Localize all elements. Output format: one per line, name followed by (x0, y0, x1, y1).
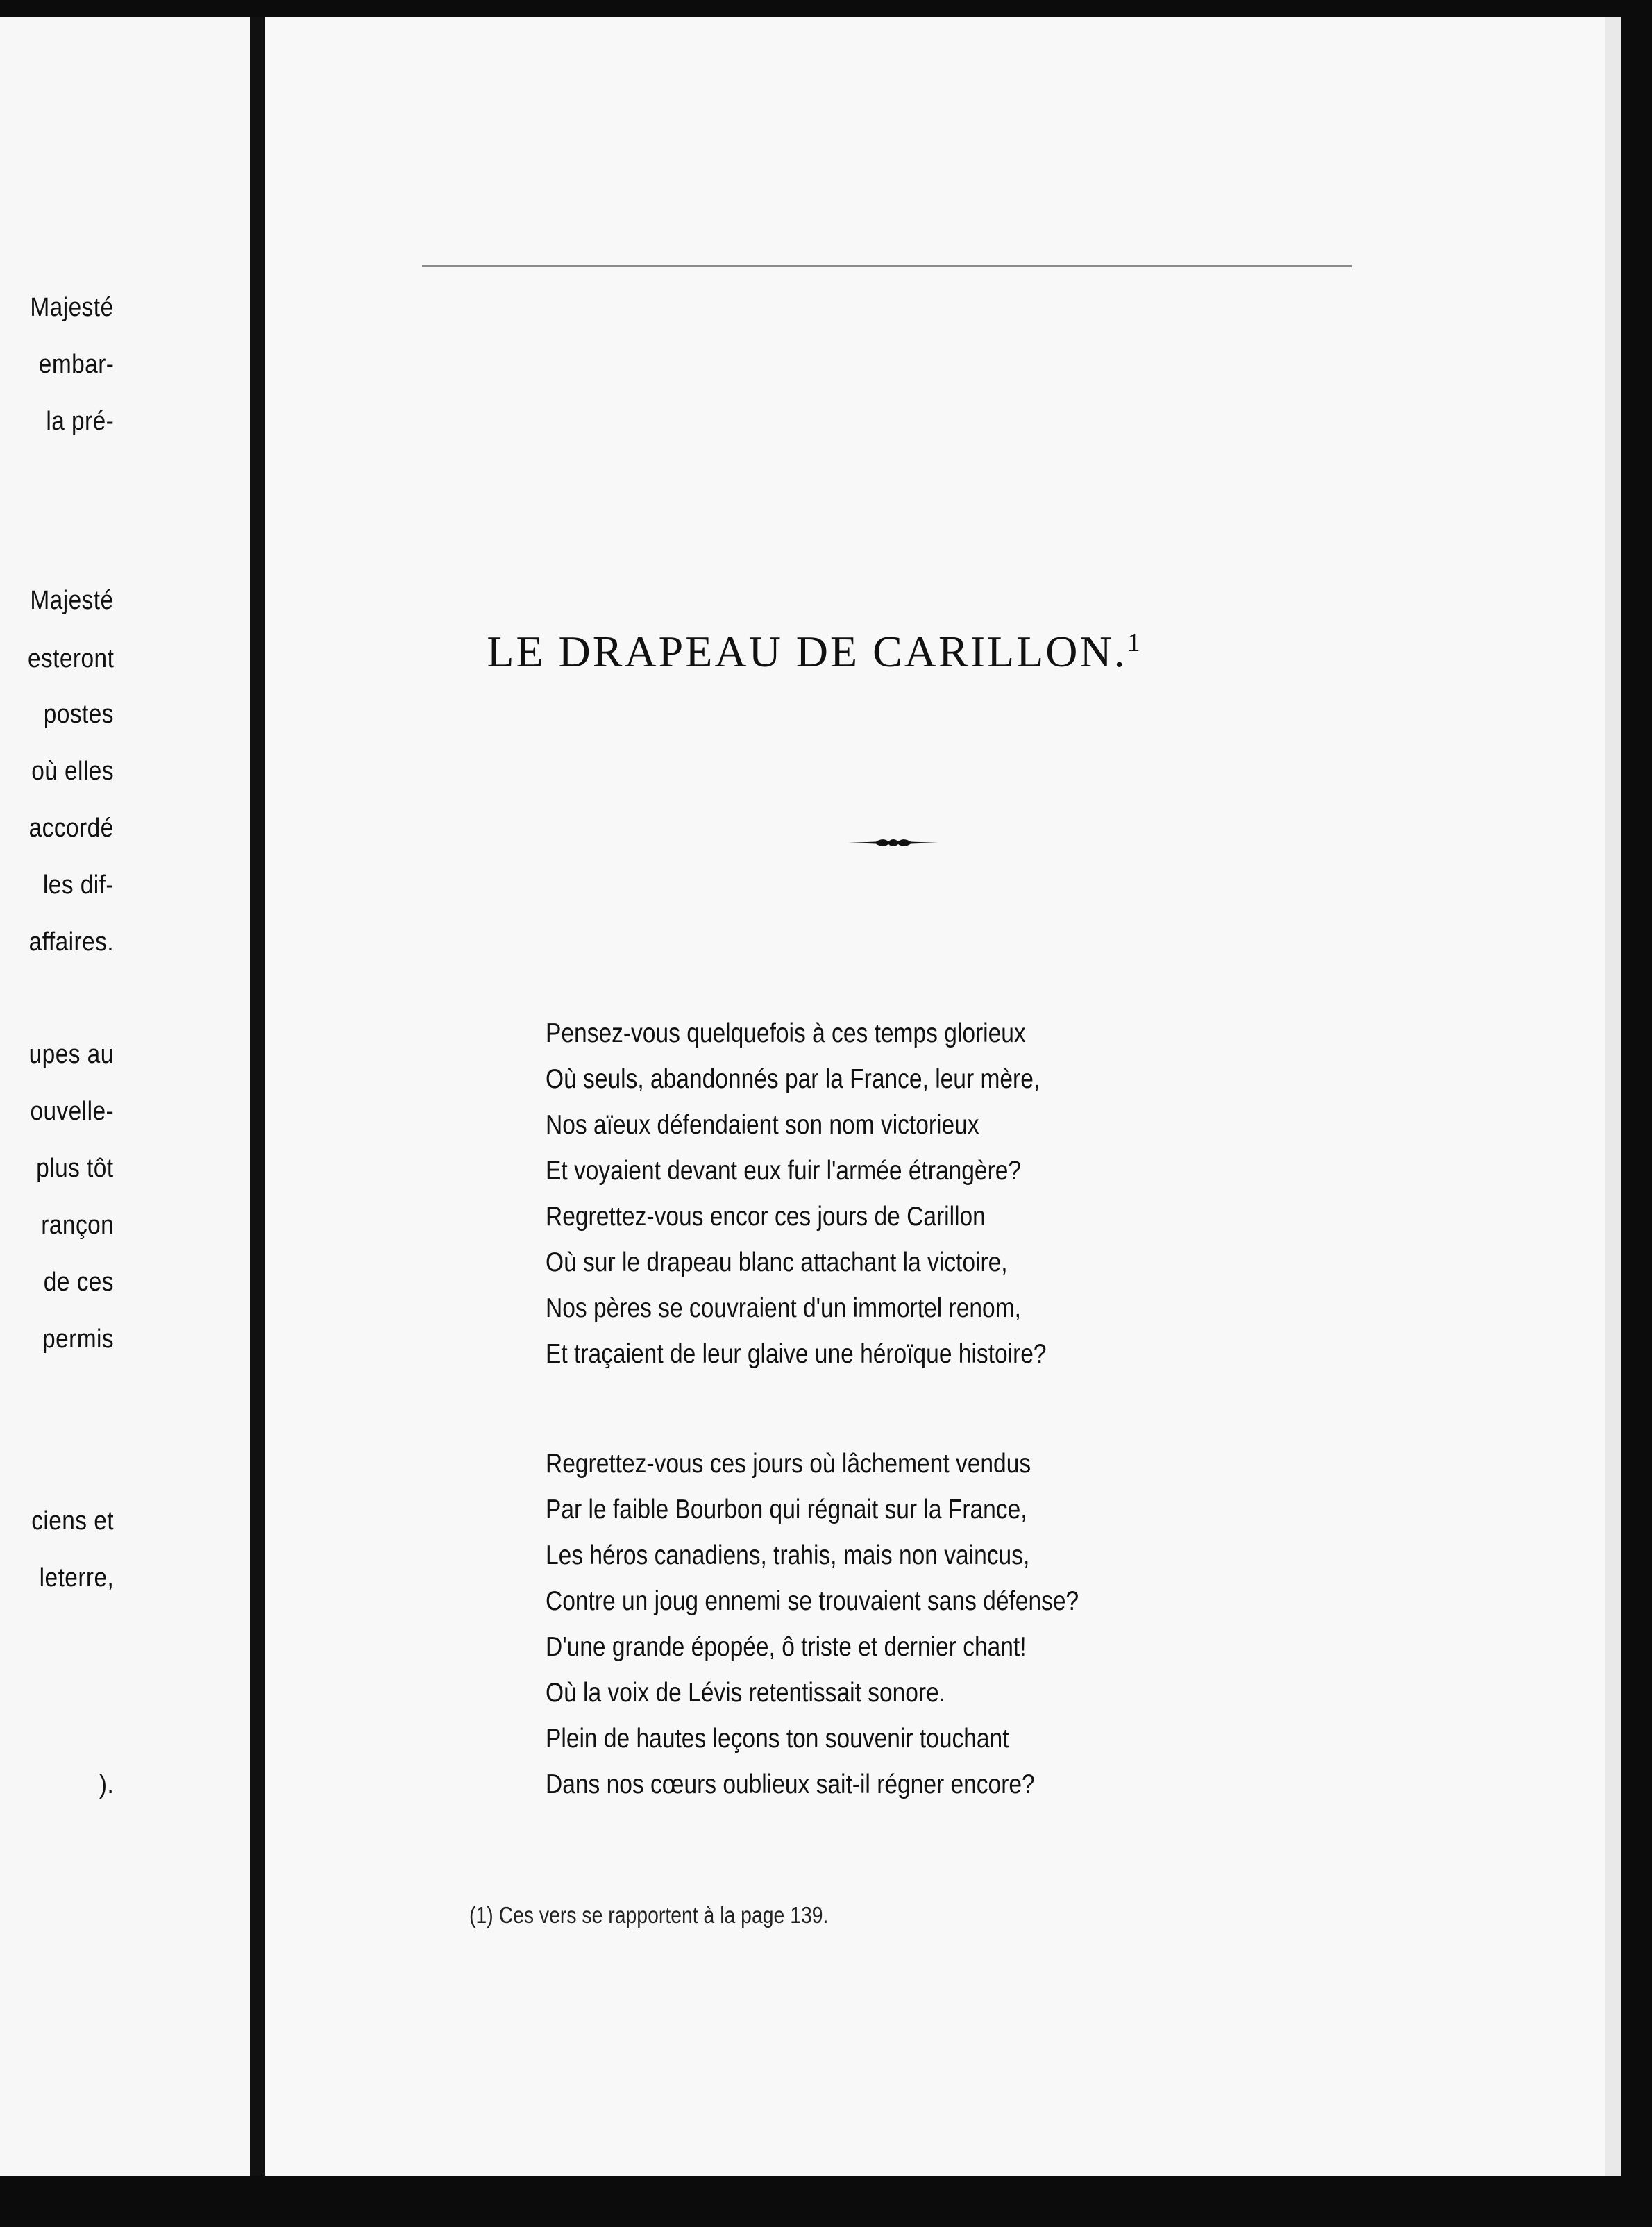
poem-verse: Pensez-vous quelquefois à ces temps glorieux (546, 1018, 1026, 1048)
poem-stanza-2 (546, 1441, 1165, 1808)
poem-verse: Nos pères se couvraient d'un immortel renom, (546, 1293, 1021, 1323)
poem-verse: Où seuls, abandonnés par la France, leur mère, (546, 1064, 1040, 1094)
footnote-mark: 1 (1127, 628, 1140, 657)
left-page-fragment: leterre, (39, 1563, 114, 1592)
left-page-fragment: esteront (27, 644, 114, 673)
left-page-fragment: où elles (31, 757, 114, 786)
poem-verse: Où sur le drapeau blanc attachant la victoire, (546, 1247, 1008, 1277)
left-page-fragment: Majesté (30, 586, 114, 615)
left-page-fragment: la pré- (46, 407, 114, 436)
poem-verse: Et voyaient devant eux fuir l'armée étrangère? (546, 1156, 1022, 1186)
poem-verse: Plein de hautes leçons ton souvenir touchant (546, 1724, 1009, 1754)
poem-verse: D'une grande épopée, ô triste et dernier chant! (546, 1632, 1027, 1662)
left-page-fragment: rançon (41, 1211, 114, 1240)
poem-verse: Les héros canadiens, trahis, mais non vaincus, (546, 1540, 1030, 1570)
poem-stanza-1 (546, 1011, 1128, 1377)
left-page-fragment: ouvelle- (30, 1097, 114, 1126)
left-page-fragment: affaires. (28, 927, 114, 957)
poem-verse: Par le faible Bourbon qui régnait sur la France, (546, 1495, 1027, 1524)
poem-title-text: LE DRAPEAU DE CARILLON. (487, 627, 1127, 676)
right-page (265, 17, 1605, 2176)
header-rule (422, 265, 1352, 267)
page-edge (1605, 17, 1621, 2176)
left-page-fragment: permis (42, 1325, 114, 1354)
book-gutter (250, 17, 265, 2176)
left-page-fragment: accordé (28, 814, 114, 843)
left-page-fragment: upes au (28, 1040, 114, 1069)
left-page-fragment: postes (43, 700, 114, 729)
left-page-fragment: ciens et (31, 1506, 114, 1536)
poem-verse: Dans nos cœurs oublieux sait-il régner encore? (546, 1770, 1035, 1799)
left-page-fragment: Majesté (30, 293, 114, 322)
left-page-fragment: de ces (43, 1268, 114, 1297)
left-page (0, 17, 250, 2176)
poem-verse: Où la voix de Lévis retentissait sonore. (546, 1678, 946, 1708)
footnote: (1) Ces vers se rapportent à la page 139. (469, 1902, 829, 1928)
left-page-fragment: plus tôt (36, 1154, 114, 1183)
poem-title (265, 626, 1362, 678)
poem-verse: Et traçaient de leur glaive une héroïque histoire? (546, 1339, 1047, 1369)
poem-verse: Nos aïeux défendaient son nom victorieux (546, 1110, 979, 1140)
left-page-fragment: les dif- (42, 871, 114, 900)
ornament-divider-icon (848, 834, 938, 851)
poem-verse: Regrettez-vous ces jours où lâchement vendus (546, 1449, 1031, 1479)
left-page-fragment: embar- (38, 350, 114, 379)
left-page-fragment: ). (99, 1770, 114, 1799)
poem-verse: Contre un joug ennemi se trouvaient sans défense? (546, 1586, 1079, 1616)
poem-verse: Regrettez-vous encor ces jours de Carillon (546, 1202, 986, 1232)
